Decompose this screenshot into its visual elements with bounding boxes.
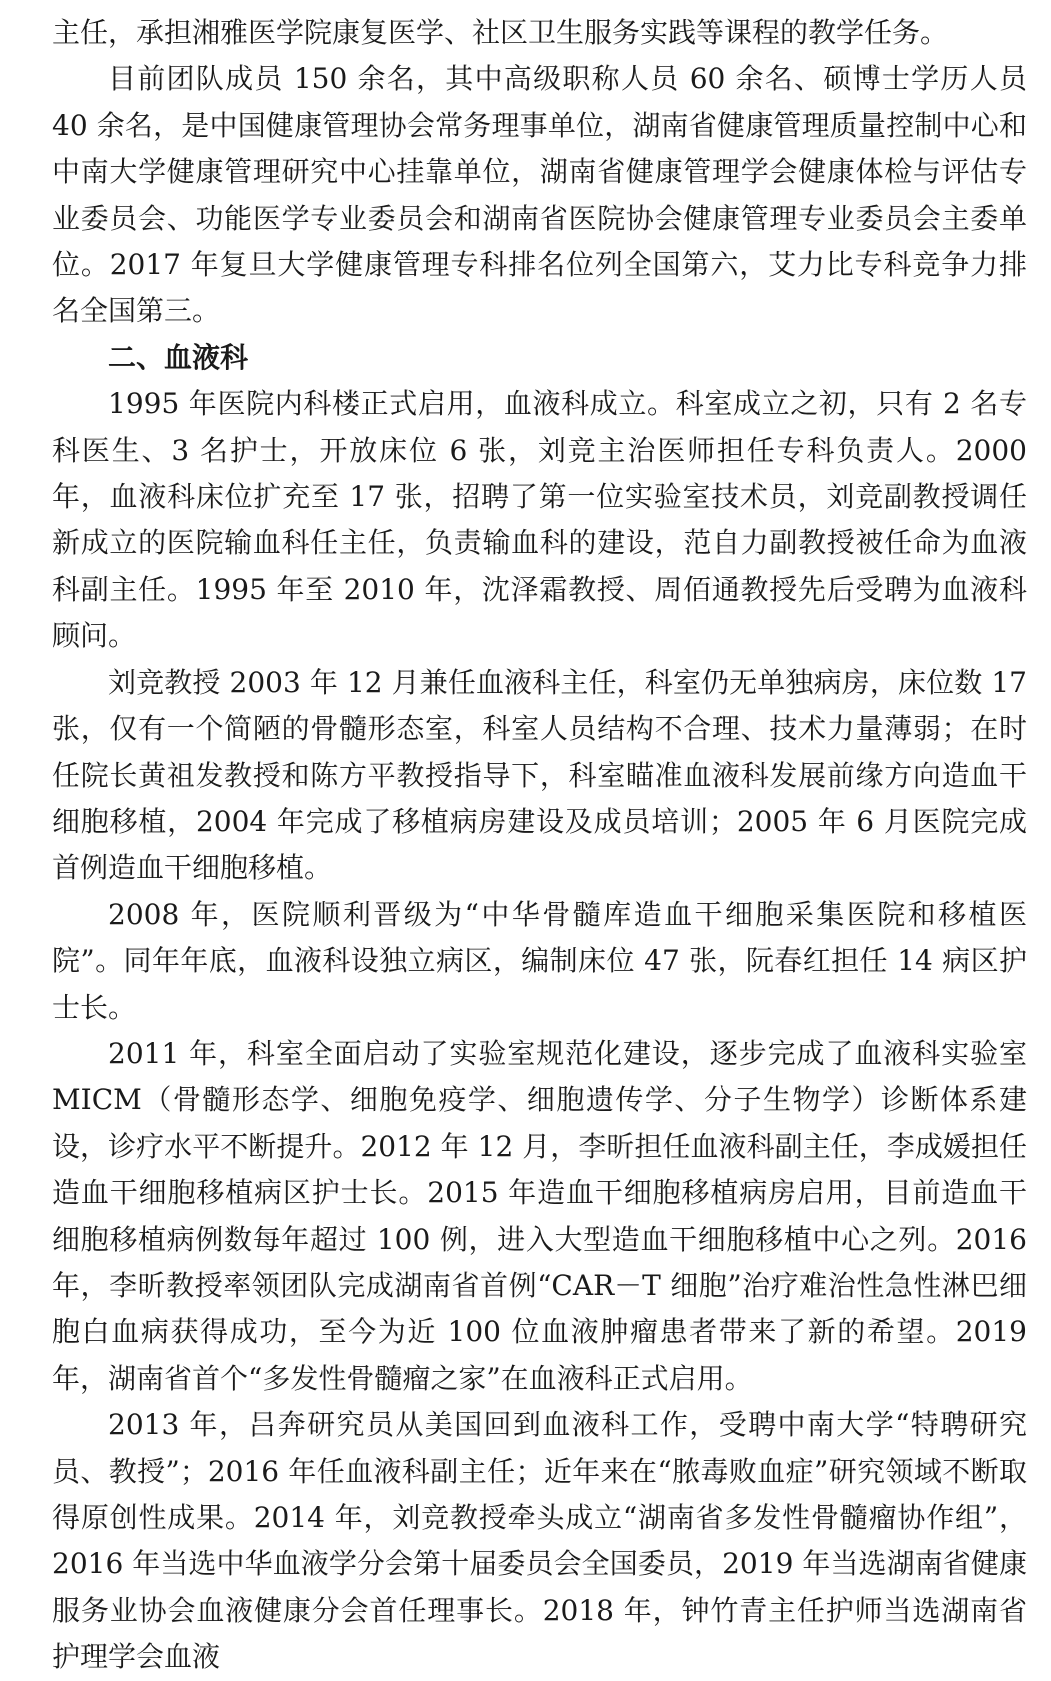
paragraph-team-overview: 目前团队成员 150 余名，其中高级职称人员 60 余名、硕博士学历人员 40 余名，是中国健康管理协会常务理事单位，湖南省健康管理质量控制中心和中南大学健康管理研究中心挂靠单位，湖南省健康管理学会健康体检与评估专业委员会、功能医学专业委员会和湖南省医院协会健康管理专业委员会主委单位。2017 年复旦大学健康管理专科排名位列全国第六，艾力比专科竞争力排名全国第三。: [52, 62, 1027, 328]
paragraph-2013-researcher: 2013 年，吕奔研究员从美国回到血液科工作，受聘中南大学“特聘研究员、教授”；2016 年任血液科副主任；近年来在“脓毒败血症”研究领域不断取得原创性成果。2014 年，刘竞教授牵头成立“湖南省多发性骨髓瘤协作组”，2016 年当选中华血液学分会第十届委员会全国委员，2019 年当选湖南省健康服务业协会血液健康分会首任理事长。2018 年，钟竹青主任护师当选湖南省护理学会血液: [52, 1408, 1027, 1674]
paragraph-hematology-founding: 1995 年医院内科楼正式启用，血液科成立。科室成立之初，只有 2 名专科医生、3 名护士，开放床位 6 张，刘竞主治医师担任专科负责人。2000 年，血液科床位扩充至 17 张，招聘了第一位实验室技术员，刘竞副教授调任新成立的医院输血科任主任，负责输血科的建设，范自力副教授被任命为血液科副主任。1995 年至 2010 年，沈泽霜教授、周佰通教授先后受聘为血液科顾问。: [52, 387, 1027, 653]
paragraph-continuation: 主任，承担湘雅医学院康复医学、社区卫生服务实践等课程的教学任务。: [52, 16, 949, 49]
paragraph-2011-lab-construction: 2011 年，科室全面启动了实验室规范化建设，逐步完成了血液科实验室 MICM（骨髓形态学、细胞免疫学、细胞遗传学、分子生物学）诊断体系建设，诊疗水平不断提升。2012 年 12 月，李昕担任血液科副主任，李成媛担任造血干细胞移植病区护士长。2015 年造血干细胞移植病房启用，目前造血干细胞移植病例数每年超过 100 例，进入大型造血干细胞移植中心之列。2016 年，李昕教授率领团队完成湖南省首例“CAR－T 细胞”治疗难治性急性淋巴细胞白血病获得成功，至今为近 100 位血液肿瘤患者带来了新的希望。2019 年，湖南省首个“多发性骨髓瘤之家”在血液科正式启用。: [52, 1036, 1027, 1395]
paragraph-2008-upgrade: 2008 年，医院顺利晋级为“中华骨髓库造血干细胞采集医院和移植医院”。同年年底，血液科设独立病区，编制床位 47 张，阮春红担任 14 病区护士长。: [52, 897, 1027, 1024]
paragraph-2003-director: 刘竞教授 2003 年 12 月兼任血液科主任，科室仍无单独病房，床位数 17 张，仅有一个简陋的骨髓形态室，科室人员结构不合理、技术力量薄弱；在时任院长黄祖发教授和陈方平教授指导下，科室瞄准血液科发展前缘方向造血干细胞移植，2004 年完成了移植病房建设及成员培训；2005 年 6 月医院完成首例造血干细胞移植。: [52, 665, 1027, 885]
section-heading-hematology: 二、血液科: [108, 340, 249, 374]
